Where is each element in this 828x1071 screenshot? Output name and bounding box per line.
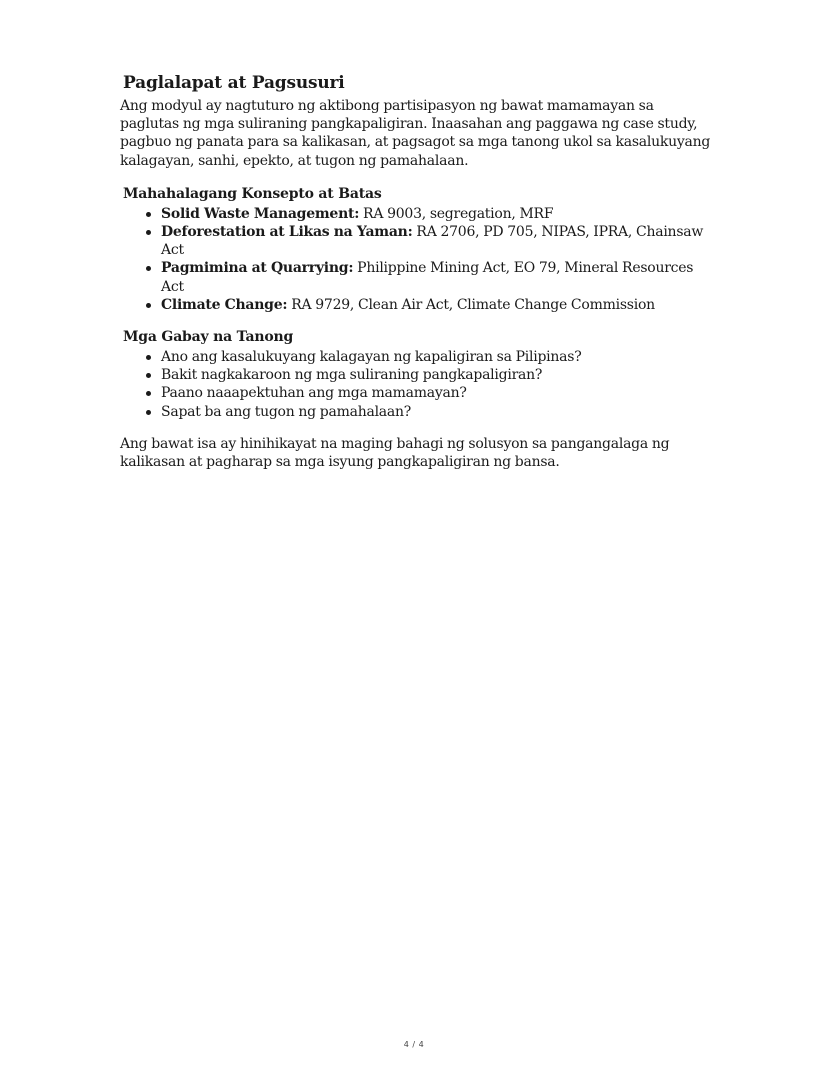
- questions-list: [120, 348, 715, 421]
- concept-term: Climate Change:: [161, 296, 288, 313]
- concept-detail: RA 9729, Clean Air Act, Climate Change Commission: [287, 296, 655, 313]
- closing-paragraph: Ang bawat isa ay hinihikayat na maging bahagi ng solusyon sa pangangalaga ng kalikasan at pagharap sa mga isyung pangkapaligiran ng bansa.: [120, 435, 670, 471]
- concept-detail: RA 2706, PD 705, NIPAS, IPRA, Chainsaw Act: [161, 224, 704, 259]
- concept-detail: Philippine Mining Act, EO 79, Mineral Resources Act: [161, 260, 694, 295]
- intro-paragraph: Ang modyul ay nagtuturo ng aktibong partisipasyon ng bawat mamamayan sa paglutas ng mga suliraning pangkapaligiran. Inaasahan ang paggawa ng case study, pagbuo ng panata para sa kalikasan, at pagsagot sa mga tanong ukol sa kasalukuyang kalagayan, sanhi, epekto, at tugon ng pamahalaan.: [120, 98, 711, 169]
- page-number: 4 / 4: [403, 1040, 425, 1049]
- section-title: Paglalapat at Pagsusuri: [123, 73, 345, 93]
- concept-term: Solid Waste Management:: [161, 205, 360, 222]
- concepts-heading: Mahahalagang Konsepto at Batas: [123, 185, 382, 202]
- list-item: Ano ang kasalukuyang kalagayan ng kapaligiran sa Pilipinas?: [161, 348, 715, 366]
- list-item: [161, 205, 715, 223]
- concept-term: Pagmimina at Quarrying:: [161, 260, 354, 277]
- questions-heading: Mga Gabay na Tanong: [123, 329, 294, 346]
- list-item: [161, 259, 715, 295]
- list-item: Bakit nagkakaroon ng mga suliraning pangkapaligiran?: [161, 366, 715, 384]
- list-item: Paano naaapektuhan ang mga mamamayan?: [161, 384, 715, 402]
- document-page: [120, 72, 715, 471]
- concept-detail: RA 9003, segregation, MRF: [359, 205, 554, 222]
- list-item: Sapat ba ang tugon ng pamahalaan?: [161, 403, 715, 421]
- concepts-list: [120, 205, 715, 314]
- list-item: [161, 296, 715, 314]
- list-item: [161, 223, 715, 259]
- concept-term: Deforestation at Likas na Yaman:: [161, 224, 413, 241]
